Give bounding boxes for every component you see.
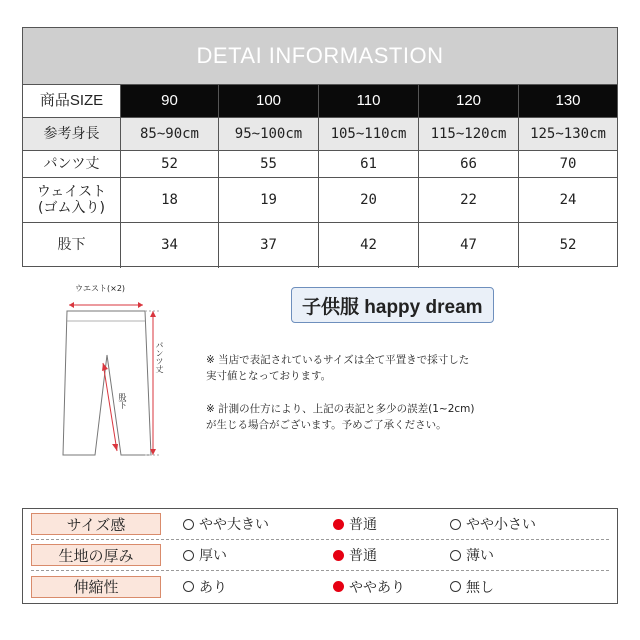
brand-badge: 子供服 happy dream <box>291 287 494 323</box>
table-cell: 66 <box>419 151 519 178</box>
size-header-cell: 100 <box>219 85 319 118</box>
empty-circle-icon <box>183 519 194 530</box>
table-cell: 20 <box>319 178 419 223</box>
rating-option <box>183 514 333 534</box>
size-header-label: 商品SIZE <box>23 85 121 118</box>
row-label: 股下 <box>23 223 121 268</box>
table-cell: 24 <box>519 178 617 223</box>
rating-label: 伸縮性 <box>31 576 161 598</box>
empty-circle-icon <box>450 519 461 530</box>
size-grid <box>23 85 617 268</box>
table-cell: 18 <box>121 178 219 223</box>
empty-circle-icon <box>450 550 461 561</box>
fit-rating-table <box>22 508 618 604</box>
note-flat-measure: ※ 当店で表記されているサイズは全て平置きで採寸した 実寸値となっております。 <box>206 354 470 382</box>
row-label: ウェイスト (ゴム入り) <box>23 178 121 223</box>
empty-circle-icon <box>183 550 194 561</box>
empty-circle-icon <box>183 581 194 592</box>
size-header-cell: 110 <box>319 85 419 118</box>
table-cell: 22 <box>419 178 519 223</box>
rating-option <box>333 577 450 597</box>
rating-option-text: やや小さい <box>466 517 536 533</box>
rating-option-text: 厚い <box>199 548 227 564</box>
rating-option-text: 普通 <box>349 517 377 533</box>
waist-label: ウエスト(×2) <box>75 284 126 293</box>
table-cell: 125~130cm <box>519 118 617 151</box>
table-cell: 52 <box>559 237 577 254</box>
inseam-label: 股下 <box>118 393 127 409</box>
table-cell: 42 <box>319 223 419 268</box>
rating-row <box>31 540 609 571</box>
rating-option-text: ややあり <box>349 579 405 596</box>
size-header-cell: 130 <box>519 85 617 118</box>
rating-option-text: 普通 <box>349 548 377 564</box>
rating-label: サイズ感 <box>31 513 161 535</box>
table-cell: 55 <box>219 151 319 178</box>
rating-row <box>31 571 609 602</box>
selected-dot-icon <box>333 550 344 561</box>
rating-option-text: 薄い <box>466 548 494 564</box>
rating-row <box>31 509 609 540</box>
rating-option <box>333 514 450 534</box>
rating-option <box>450 514 536 534</box>
rating-option-text: あり <box>199 579 227 596</box>
table-cell: 70 <box>519 151 617 178</box>
empty-circle-icon <box>450 581 461 592</box>
table-cell: 47 <box>419 223 519 268</box>
rating-option <box>450 545 494 565</box>
table-cell: 52 <box>121 151 219 178</box>
notes <box>206 352 616 450</box>
pants-icon <box>55 283 175 473</box>
row-label: 参考身長 <box>23 118 121 151</box>
table-cell: 95~100cm <box>219 118 319 151</box>
size-table <box>22 27 618 267</box>
rating-option-text: やや大きい <box>199 517 269 533</box>
table-cell: 105~110cm <box>319 118 419 151</box>
size-header-cell: 90 <box>121 85 219 118</box>
length-label: パンツ丈 <box>155 341 164 373</box>
rating-option <box>450 577 494 597</box>
size-header-cell: 120 <box>419 85 519 118</box>
rating-option <box>333 545 450 565</box>
table-cell: 115~120cm <box>419 118 519 151</box>
rating-option <box>183 577 333 597</box>
rating-label: 生地の厚み <box>31 544 161 566</box>
selected-dot-icon <box>333 581 344 592</box>
rating-option <box>183 545 333 565</box>
table-cell: 37 <box>219 223 319 268</box>
table-cell: 19 <box>219 178 319 223</box>
rating-option-text: 無し <box>466 579 494 596</box>
row-label: パンツ丈 <box>23 151 121 178</box>
table-cell: 34 <box>121 223 219 268</box>
note-tolerance: ※ 計測の仕方により、上記の表記と多少の誤差(1~2cm) が生じる場合がございます。予めご了承ください。 <box>206 403 475 431</box>
table-title: DETAI INFORMASTION <box>23 28 617 85</box>
table-cell: 85~90cm <box>121 118 219 151</box>
pants-diagram <box>55 283 175 473</box>
table-cell: 61 <box>319 151 419 178</box>
selected-dot-icon <box>333 519 344 530</box>
